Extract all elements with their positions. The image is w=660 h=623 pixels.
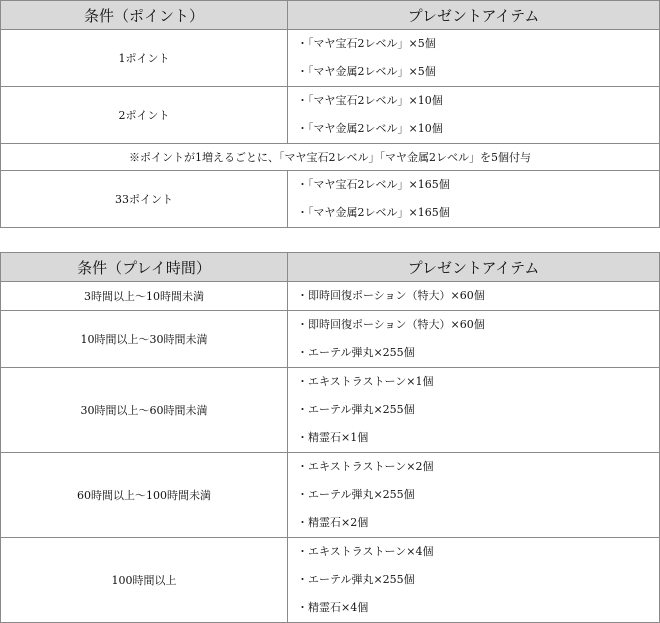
table-row bbox=[1, 30, 660, 87]
table-row bbox=[1, 311, 660, 368]
condition-header: 条件（プレイ時間） bbox=[1, 253, 288, 282]
present-item: ・精霊石×4個 bbox=[297, 601, 369, 614]
present-item: ・精霊石×2個 bbox=[297, 516, 369, 529]
present-item: ・エーテル弾丸×255個 bbox=[297, 346, 415, 359]
point-reward-table bbox=[0, 0, 660, 228]
present-item: ・「マヤ金属2レベル」×5個 bbox=[297, 65, 436, 78]
condition-cell: 33ポイント bbox=[1, 171, 288, 228]
present-item: ・エキストラストーン×1個 bbox=[297, 375, 434, 388]
present-item: ・「マヤ宝石2レベル」×10個 bbox=[297, 94, 443, 107]
table-row bbox=[1, 171, 660, 228]
present-item: ・エキストラストーン×2個 bbox=[297, 460, 434, 473]
note-row bbox=[1, 144, 660, 171]
condition-cell: 60時間以上～100時間未満 bbox=[1, 453, 288, 538]
condition-cell: 100時間以上 bbox=[1, 538, 288, 623]
present-items-cell bbox=[288, 368, 660, 453]
condition-cell: 30時間以上～60時間未満 bbox=[1, 368, 288, 453]
table-row bbox=[1, 282, 660, 311]
table-row bbox=[1, 538, 660, 623]
present-item: ・「マヤ金属2レベル」×165個 bbox=[297, 206, 450, 219]
present-item: ・「マヤ宝石2レベル」×165個 bbox=[297, 178, 450, 191]
present-item: ・エーテル弾丸×255個 bbox=[297, 488, 415, 501]
present-item: ・エーテル弾丸×255個 bbox=[297, 573, 415, 586]
present-item: ・「マヤ金属2レベル」×10個 bbox=[297, 122, 443, 135]
present-item: ・「マヤ宝石2レベル」×5個 bbox=[297, 37, 436, 50]
present-item: ・精霊石×1個 bbox=[297, 431, 369, 444]
present-item-header: プレゼントアイテム bbox=[288, 1, 660, 30]
condition-cell: 3時間以上～10時間未満 bbox=[1, 282, 288, 311]
increment-note: ※ポイントが1増えるごとに、「マヤ宝石2レベル」「マヤ金属2レベル」を5個付与 bbox=[1, 144, 660, 171]
present-items-cell bbox=[288, 311, 660, 368]
present-item: ・即時回復ポーション（特大）×60個 bbox=[297, 289, 485, 302]
present-item: ・エキストラストーン×4個 bbox=[297, 545, 434, 558]
playtime-reward-table bbox=[0, 252, 660, 623]
header-row bbox=[1, 1, 660, 30]
present-items-cell bbox=[288, 538, 660, 623]
present-items-cell bbox=[288, 453, 660, 538]
condition-cell: 2ポイント bbox=[1, 87, 288, 144]
present-items-cell bbox=[288, 171, 660, 228]
table-row bbox=[1, 453, 660, 538]
condition-cell: 1ポイント bbox=[1, 30, 288, 87]
present-items-cell bbox=[288, 282, 660, 311]
table-row bbox=[1, 368, 660, 453]
header-row bbox=[1, 253, 660, 282]
condition-header: 条件（ポイント） bbox=[1, 1, 288, 30]
present-item: ・即時回復ポーション（特大）×60個 bbox=[297, 318, 485, 331]
present-items-cell bbox=[288, 30, 660, 87]
present-item-header: プレゼントアイテム bbox=[288, 253, 660, 282]
table-row bbox=[1, 87, 660, 144]
present-items-cell bbox=[288, 87, 660, 144]
condition-cell: 10時間以上～30時間未満 bbox=[1, 311, 288, 368]
present-item: ・エーテル弾丸×255個 bbox=[297, 403, 415, 416]
